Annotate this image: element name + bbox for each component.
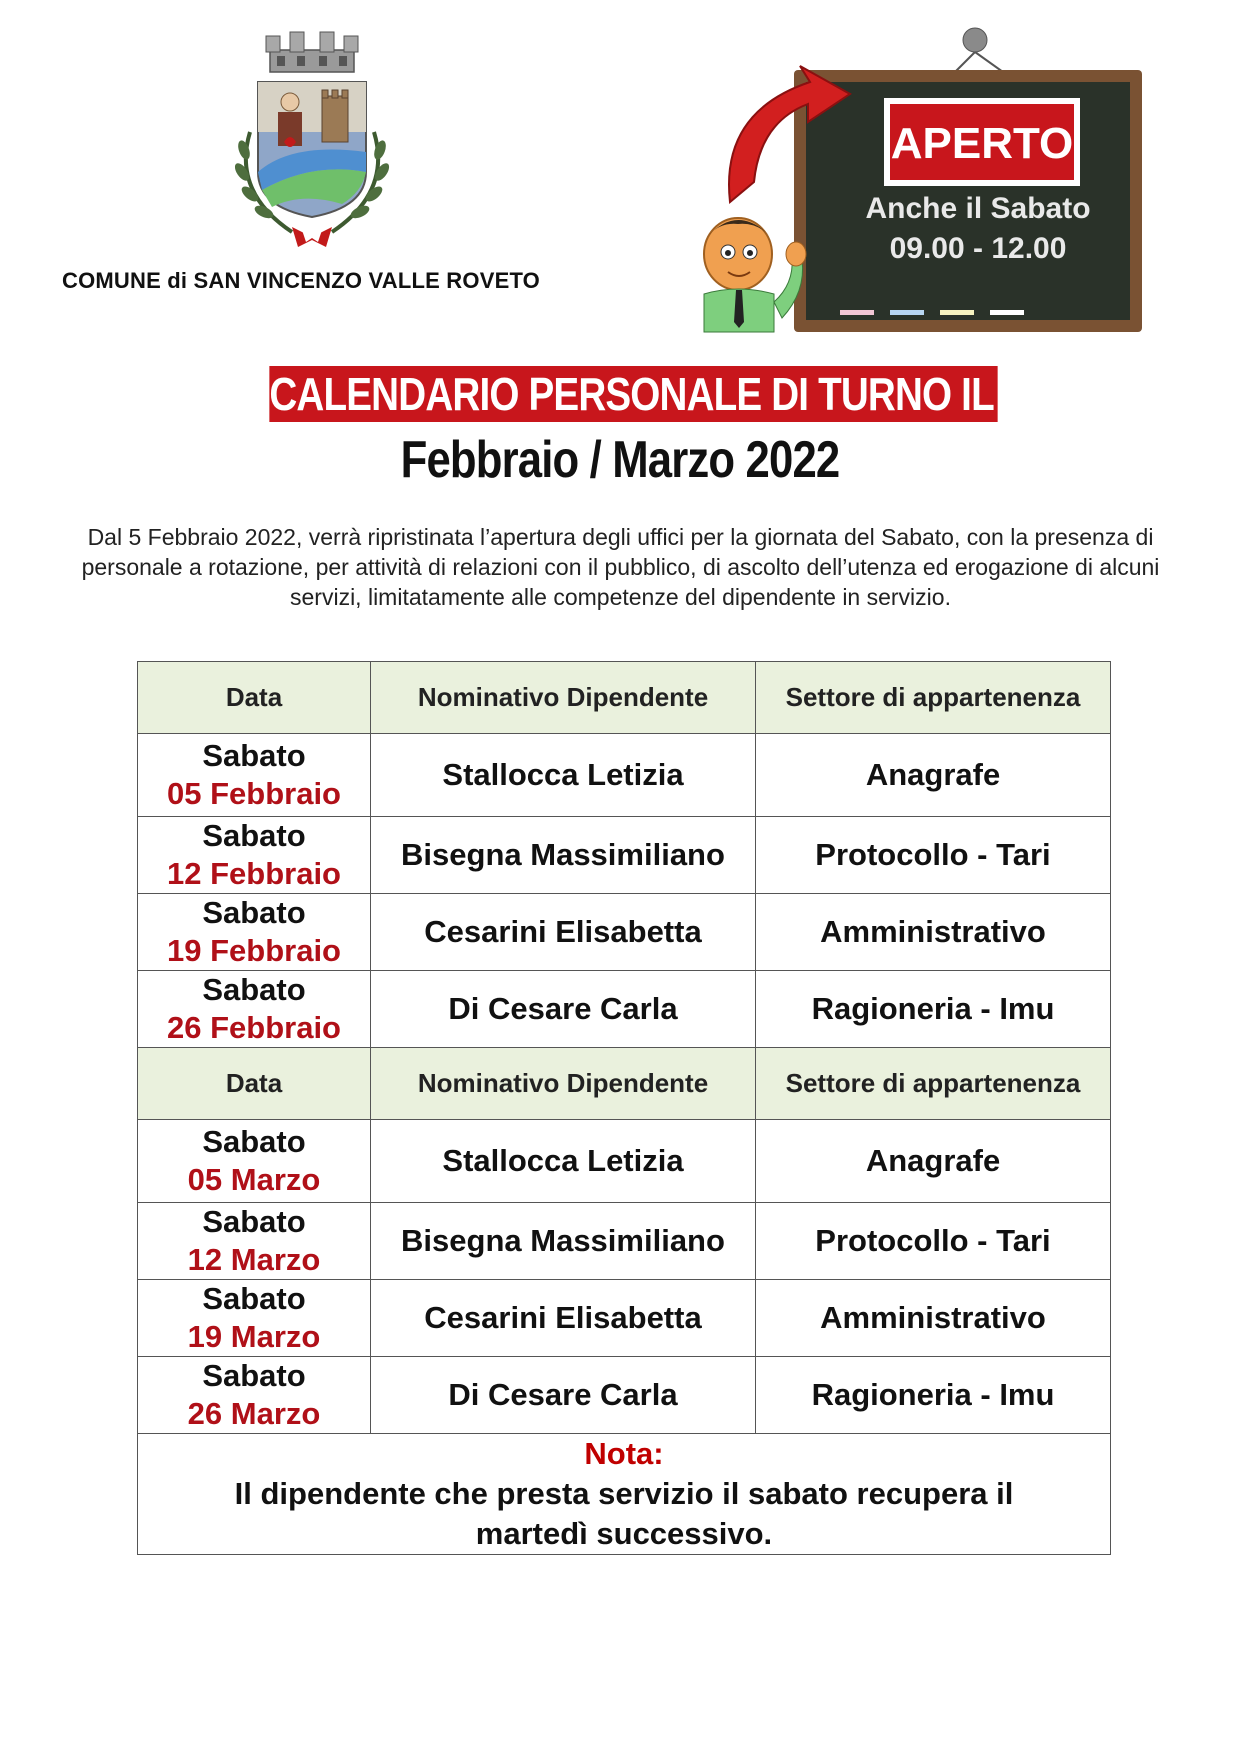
date-label: 19 Marzo xyxy=(187,1319,321,1354)
sector: Protocollo - Tari xyxy=(756,817,1111,894)
employee-name: Bisegna Massimiliano xyxy=(371,817,756,894)
header-settore: Settore di appartenenza xyxy=(756,662,1111,734)
note-text: Il dipendente che presta servizio il sabato recupera il martedì successivo. xyxy=(234,1476,1014,1551)
table-header-row xyxy=(138,662,1111,734)
day-label: Sabato xyxy=(202,1358,306,1393)
sector: Ragioneria - Imu xyxy=(756,1357,1111,1434)
sector: Protocollo - Tari xyxy=(756,1203,1111,1280)
employee-name: Bisegna Massimiliano xyxy=(371,1203,756,1280)
sector: Ragioneria - Imu xyxy=(756,971,1111,1048)
note-cell xyxy=(138,1434,1111,1555)
date-cell xyxy=(138,1357,371,1434)
table-header-row xyxy=(138,1048,1111,1120)
date-cell xyxy=(138,817,371,894)
sector: Amministrativo xyxy=(756,1280,1111,1357)
intro-paragraph: Dal 5 Febbraio 2022, verrà ripristinata l’apertura degli uffici per la giornata del Sabato, con la presenza di personale a rotazione, per attività di relazioni con il pubblico, di ascolto dell’utenza ed erogazione di alcuni servizi, limitatamente alle competenze del dipendente in servizio. xyxy=(81,524,1160,610)
employee-name: Di Cesare Carla xyxy=(371,1357,756,1434)
day-label: Sabato xyxy=(202,972,306,1007)
date-label: 19 Febbraio xyxy=(167,933,341,968)
date-cell xyxy=(138,734,371,817)
employee-name: Cesarini Elisabetta xyxy=(371,1280,756,1357)
chalkboard-icon xyxy=(690,22,1160,342)
note-row xyxy=(138,1434,1111,1555)
date-label: 26 Febbraio xyxy=(167,1010,341,1045)
date-label: 05 Febbraio xyxy=(167,776,341,811)
day-label: Sabato xyxy=(202,818,306,853)
header-data: Data xyxy=(138,662,371,734)
employee-name: Cesarini Elisabetta xyxy=(371,894,756,971)
table-row xyxy=(138,1280,1111,1357)
sign-aperto: APERTO xyxy=(890,119,1074,168)
sector: Anagrafe xyxy=(756,1120,1111,1203)
day-label: Sabato xyxy=(202,1124,306,1159)
day-label: Sabato xyxy=(202,1204,306,1239)
sector: Anagrafe xyxy=(756,734,1111,817)
day-label: Sabato xyxy=(202,738,306,773)
date-label: 12 Marzo xyxy=(187,1242,321,1277)
date-cell xyxy=(138,1203,371,1280)
table-row xyxy=(138,1203,1111,1280)
coat-of-arms-icon xyxy=(222,22,402,262)
schedule-table xyxy=(137,661,1111,1555)
table-row xyxy=(138,734,1111,817)
table-row xyxy=(138,971,1111,1048)
header-nominativo: Nominativo Dipendente xyxy=(371,662,756,734)
note-title: Nota: xyxy=(584,1436,664,1471)
employee-name: Stallocca Letizia xyxy=(371,734,756,817)
header-data: Data xyxy=(138,1048,371,1120)
date-label: 26 Marzo xyxy=(187,1396,321,1431)
table-row xyxy=(138,1120,1111,1203)
date-cell xyxy=(138,1280,371,1357)
table-row xyxy=(138,1357,1111,1434)
comune-name: COMUNE di SAN VINCENZO VALLE ROVETO xyxy=(62,268,540,293)
date-cell xyxy=(138,894,371,971)
date-cell xyxy=(138,1120,371,1203)
page-title: CALENDARIO PERSONALE DI TURNO IL SABATO xyxy=(269,368,1158,420)
page-subtitle: Febbraio / Marzo 2022 xyxy=(400,431,840,489)
day-label: Sabato xyxy=(202,1281,306,1316)
employee-name: Stallocca Letizia xyxy=(371,1120,756,1203)
opening-sign xyxy=(690,22,1160,342)
date-label: 05 Marzo xyxy=(187,1162,321,1197)
date-cell xyxy=(138,971,371,1048)
day-label: Sabato xyxy=(202,895,306,930)
table-row xyxy=(138,817,1111,894)
sign-line-2: 09.00 - 12.00 xyxy=(889,232,1067,265)
table-row xyxy=(138,894,1111,971)
sector: Amministrativo xyxy=(756,894,1111,971)
date-label: 12 Febbraio xyxy=(167,856,341,891)
sign-line-1: Anche il Sabato xyxy=(865,192,1091,225)
header-nominativo: Nominativo Dipendente xyxy=(371,1048,756,1120)
header-settore: Settore di appartenenza xyxy=(756,1048,1111,1120)
employee-name: Di Cesare Carla xyxy=(371,971,756,1048)
